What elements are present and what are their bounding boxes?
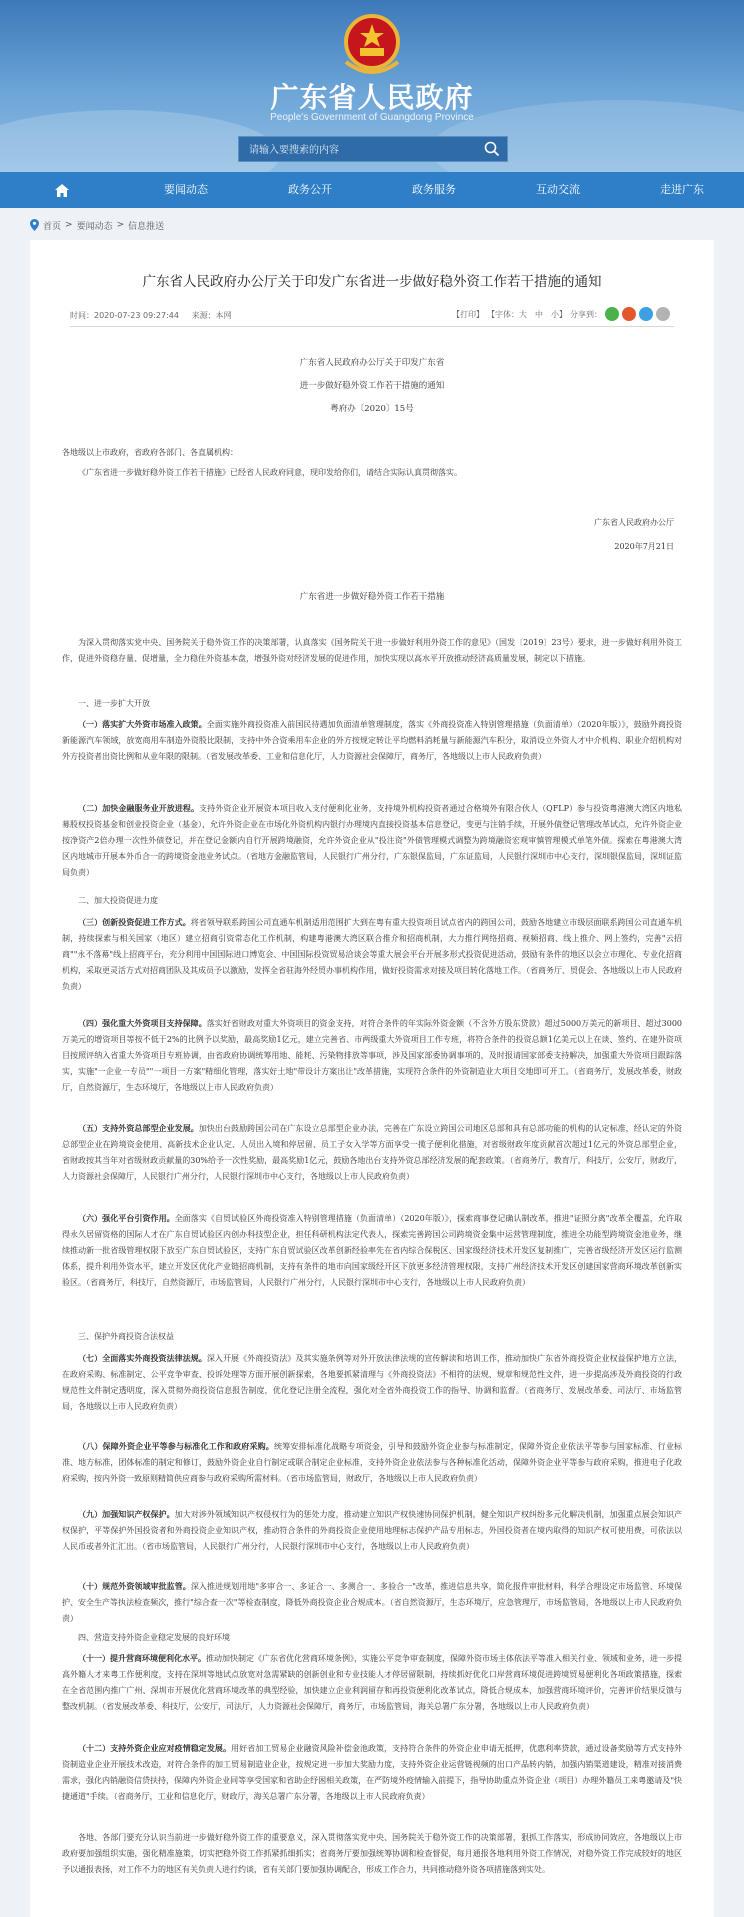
section-heading: 二、加大投资促进力度 bbox=[78, 896, 158, 905]
measure-paragraph: （十一）提升营商环境便利化水平。推动加快制定《广东省优化营商环境条例》，实施公平竞争审查制度，保障外资市场主体依法平等准入相关行业、领域和业务，进一步提高外籍人才来粤工作便利度，支持在深圳等地试点放宽对急需紧缺的创新创业和专业技能人才停居留限制，持续抓好优化口岸营商环境促进跨境贸易便利化各项政策措施，探索在全省范围内推广广州、深圳市开展优化营商环境改革的典型经验，加快建立企业利润留存和再投资便利化改革试点，降低合规成本，加强营商环境评价，完善评价结果反馈与整改机制。（省发展改革委、科技厅，公安厅，司法厅，人力资源社会保障厅，商务厅，市场监管局，海关总署广东分署，各地级以上市人民政府负责） bbox=[62, 1653, 682, 1711]
section-heading: 四、营造支持外资企业稳定发展的良好环境 bbox=[78, 1633, 230, 1642]
wechat-icon[interactable] bbox=[605, 307, 619, 321]
section-heading: 三、保护外商投资合法权益 bbox=[78, 1332, 174, 1341]
measures-title: 广东省进一步做好稳外资工作若干措施 bbox=[299, 592, 445, 602]
site-title[interactable]: 广东省人民政府 bbox=[270, 81, 474, 114]
breadcrumb-news[interactable]: 要闻动态 bbox=[76, 221, 113, 232]
measure-paragraph: （八）保障外资企业平等参与标准化工作和政府采购。统筹安排标准化战略专项资金，引导和鼓励外资企业参与标准制定，保障外资企业依法平等参与国家标准、行业标准、地方标准，团体标准的制定和修订，鼓励外资企业自行制定或联合制定企业标准，支持外资企业依法参与各种标准化活动，保障外资企业平等参与政府采购，推进电子化政府采购，按内外资一致原则精简供应商参与政府采购所需材料。（省市场监管局，财政厅，各地级以上市人民政府负责） bbox=[62, 1441, 683, 1483]
measure-paragraph: （六）强化平台引资作用。全面落实《自贸试验区外商投资准入特别管理措施（负面清单）（2020年版）》，探索商事登记确认制改革，推进"证照分离"改革全覆盖，允许取得永久居留资格的国际人才在广东自贸试验区内创办科技型企业，担任科研机构法定代表人，探索完善跨国公司跨境资金集中运营管理制度，推进全功能型跨境资金池业务，继续推动新一批省级管理权限下放至广东自贸试验区，支持广东自贸试验区改革创新经验率先在省内综合保税区、国家级经济技术开发区复制推广，完善省级经济开发区运行监测体系，提升利用外资水平，建立开发区优化产业链招商机制，支持有条件的地市向国家级经开区下放更多经济管理权限，支持广州经济技术开发区创建国家营商环境改革创新实验区。（省商务厅，科技厅，自然资源厅，市场监管局，人民银行广州分行，人民银行深圳市中心支行，各地级以上市人民政府负责） bbox=[62, 1213, 682, 1287]
share-label: 分享到： bbox=[570, 309, 602, 319]
measure-paragraph: （一）落实扩大外资市场准入政策。全面实施外商投资准入前国民待遇加负面清单管理制度，落实《外商投资准入特别管理措施（负面清单）（2020年版）》，鼓励外商投资新能源汽车领域，放宽商用车制造外资股比限制，支持中外合资乘用车企业的外方按规定转让平均燃料消耗量与新能源汽车积分，取消设立外资人才中介机构、职业介绍机构对外方投资者出资比例和从业年限的限制。（省发展改革委、工业和信息化厅，人力资源社会保障厅，商务厅，各地级以上市人民政府负责） bbox=[62, 719, 683, 761]
divider bbox=[70, 326, 674, 327]
breadcrumb-separator: > bbox=[116, 220, 125, 230]
breadcrumb-current[interactable]: 信息推送 bbox=[128, 221, 165, 232]
national-emblem-icon bbox=[336, 12, 408, 80]
doc-header-line1: 广东省人民政府办公厅关于印发广东省 bbox=[299, 358, 445, 368]
publish-time: 时间：2020-07-23 09:27:44 bbox=[70, 311, 179, 320]
breadcrumb-separator: > bbox=[65, 220, 73, 230]
breadcrumb-home[interactable]: 首页 bbox=[43, 221, 62, 232]
article-title: 广东省人民政府办公厅关于印发广东省进一步做好稳外资工作若干措施的通知 bbox=[142, 274, 602, 290]
measure-paragraph: （十）规范外资领域审批监管。深入推进规划用地"多审合一、多证合一、多测合一、多验合一"改革，推进信息共享，简化报件审批材料，科学合理设定市场监管、环境保护、安全生产等执法检查频次，推行"综合查一次"等检查制度，降低外商投资企业合规成本。（省自然资源厅，生态环境厅，应急管理厅，市场监管局，各地级以上市人民政府负责） bbox=[62, 1581, 683, 1623]
measure-paragraph: （二）加快金融服务业开放进程。支持外资企业开展资本项目收入支付便利化业务，支持境外机构投资者通过合格境外有限合伙人（QFLP）参与投资粤港澳大湾区内地私募股权投资基金和创业投资企业（基金），允许外资企业在市场化外资机构内银行办理境内直接投资基本信息登记，变更与注销手续，开展外债登记管理改革试点，允许外资企业按净资产2倍办理一次性外债登记，并在登记金额内自行开展跨境融资，允许外资企业从"投注资"外债管理模式调整为跨境融资宏观审慎管理模式单笔外债。探索在粤港澳大湾区内地城市开展本外币合一的跨境资金池业务试点。（省地方金融监管局，人民银行广州分行，广东银保监局，广东证监局，人民银行深圳市中心支行，深圳银保监局，深圳证监局负责） bbox=[62, 803, 682, 877]
measure-paragraph: （三）创新投资促进工作方式。将省领导联系跨国公司直通车机制适用范围扩大到在粤有重大投资项目试点省内的跨国公司，鼓励各地建立市级层面联系跨国公司直通车机制，持续探索与相关国家（地区）建立招商引资常态化工作机制，构建粤港澳大湾区联合推介和招商机制，大力推行网络招商、视频招商、线上推介、网上签约，完善"云招商""永不落幕"线上招商平台，充分利用中国国际进口博览会、中国国际投资贸易洽谈会等重大展会平台开展多形式投资促进活动，鼓励有条件的地区以会立市理化、专业化招商机构，采取更灵活方式对招商团队及其成员予以激励，发挥全省驻海外经贸办事机构作用，做好投资需求对接及项目转化落地工作。（省商务厅、贸促会、各地级以上市人民政府负责） bbox=[62, 917, 683, 991]
section-heading: 一、进一步扩大开放 bbox=[78, 699, 150, 708]
measure-paragraph: （七）全面落实外商投资法律法规。深入开展《外商投资法》及其实施条例等对外开放法律法规的宣传解读和培训工作，推动加快广东省外商投资企业权益保护地方立法，在政府采购、标准制定、公平竞争审查、投诉处理等方面开展创新探索，各地要抓紧清理与《外商投资法》不相符的法规、规章和规范性文件，进一步提高涉及外商投资的行政规范性文件制定透明度，深入贯彻外商投资信息报告制度，优化登记注册全流程，强化对全省外商投资工作的指导、协调和监督。（省商务厅、发展改革委、司法厅、市场监管局，各地级以上市人民政府负责） bbox=[62, 1353, 683, 1411]
addressee: 各地级以上市政府，省政府各部门、各直属机构： bbox=[62, 448, 238, 457]
measure-paragraph: （四）强化重大外资项目支持保障。落实好省财政对重大外资项目的资金支持，对符合条件的年实际外资金额（不含外方股东贷款）超过5000万美元的新项目、超过3000万美元的增资项目等按不低于2%的比例予以奖励，最高奖励1亿元，建立完善省、市两级重大外资项目工作专班，将符合条件的投资总额1亿美元以上在谈、签约、在建外资项目按照评纳入省重大外资项目专班协调，由省政府协调统筹用地、能耗、污染物排放等事项，涉及国家部委协调事项的，及时报请国家部委支持解决，加强重大外资项目跟踪落实，实施"一企业一专员""一项目一方案"精细化管理，落实好土地"带设计方案出让"改革措施，实现符合条件的外资制造业大项目交地即可开工。（省商务厅，发展改革委，财政厅，自然资源厅，生态环境厅，各地级以上市人民政府负责） bbox=[62, 1018, 683, 1092]
location-pin-icon bbox=[30, 219, 39, 231]
nav-home[interactable] bbox=[0, 172, 124, 208]
closing-paragraph: 各地、各部门要充分认识当前进一步做好稳外资工作的重要意义，深入贯彻落实党中央、国务院关于稳外资工作的决策部署，狠抓工作落实，形成协同效应，各地级以上市政府要加强组织实施，强化精准施策，切实把稳外资工作抓紧抓细抓实；省商务厅要加强统筹协调和检查督促，每月通报各地利用外资工作情况，对稳外资工作完成较好的地区予以通报表扬，对工作不力的地区有关负责人进行约谈，省有关部门要加强协调配合，形成工作合力，共同推动稳外资各项措施落到实处。 bbox=[62, 1833, 682, 1874]
search-input[interactable] bbox=[247, 140, 471, 160]
article-source: 来源：本网 bbox=[191, 311, 232, 320]
weibo-icon[interactable] bbox=[622, 307, 636, 321]
font-size-control[interactable]: 【字体：大 中 小】 bbox=[487, 309, 567, 319]
signature: 广东省人民政府办公厅 bbox=[594, 518, 674, 527]
main-nav bbox=[0, 172, 744, 208]
measure-paragraph: （五）支持外资总部型企业发展。加快出台鼓励跨国公司在广东设立总部型企业办法，完善在广东设立跨国公司地区总部和具有总部功能的机构的认定标准，经认定的外资总部型企业在跨境资金使用、高新技术企业认定、人员出入境和停居留、员工子女入学等方面享受一揽子便利化措施，对省级财政年度贡献首次超过1亿元的外资总部型企业，省财政按其当年对省级财政贡献量的30%给予一次性奖励，最高奖励1亿元，鼓励各地出台支持外资总部经济发展的配套政策。（省商务厅，教育厅，科技厅，公安厅，财政厅，人力资源社会保障厅，人民银行广州分行，人民银行深圳市中心支行，各地级以上市人民政府负责） bbox=[62, 1123, 682, 1181]
nav-public-affairs[interactable]: 政务公开 bbox=[288, 183, 332, 196]
doc-header-line2: 进一步做好稳外资工作若干措施的通知 bbox=[299, 381, 445, 391]
qzone-icon[interactable] bbox=[639, 307, 653, 321]
signature-date: 2020年7月21日 bbox=[614, 542, 674, 551]
site-banner bbox=[0, 0, 744, 172]
print-button[interactable]: 【打印】 bbox=[452, 309, 484, 319]
search-box bbox=[238, 136, 508, 162]
nav-about[interactable]: 走进广东 bbox=[660, 183, 704, 196]
more-share-icon[interactable] bbox=[656, 307, 670, 321]
home-icon[interactable] bbox=[54, 183, 70, 198]
measure-paragraph: （十二）支持外资企业应对疫情稳定发展。用好省加工贸易企业融资风险补偿金池政策，支持符合条件的外资企业申请无抵押，优惠利率贷款，通过设备奖励等方式支持外资制造业企业开展技术改造，对符合条件的加工贸易制造业企业，按规定进一步加大奖励力度，支持外资企业运营链视频的出口产品转内销，加强内销渠道建设，精准对接消费需求，强化内销融资信贷扶持，保障内外资企业同等享受国家和省助企纾困相关政策，在严防境外疫情输入前提下，指导协助重点外资企业（项目）办理外籍员工来粤邀请及"快捷通道"手续。（省商务厅，工业和信息化厅，财政厅，海关总署广东分署，各地级以上市人民政府负责） bbox=[62, 1743, 682, 1801]
nav-interaction[interactable]: 互动交流 bbox=[536, 183, 580, 196]
site-subtitle: People's Government of Guangdong Province bbox=[270, 112, 474, 123]
article-tools bbox=[452, 307, 670, 321]
preamble: 为深入贯彻落实党中央、国务院关于稳外资工作的决策部署，认真落实《国务院关于进一步做好利用外资工作的意见》（国发〔2019〕23号）要求，进一步做好利用外资工作，促进外资稳存量、促增量，全力稳住外资基本盘，增强外资对经济发展的促进作用，加快实现以高水平开放推动经济高质量发展，制定以下措施。 bbox=[62, 638, 682, 663]
nav-services[interactable]: 政务服务 bbox=[412, 183, 456, 196]
doc-number: 粤府办〔2020〕15号 bbox=[330, 404, 414, 414]
nav-news[interactable]: 要闻动态 bbox=[164, 183, 208, 196]
article-meta bbox=[70, 310, 232, 321]
breadcrumb bbox=[30, 216, 164, 234]
measure-paragraph: （九）加强知识产权保护。加大对涉外领域知识产权侵权行为的惩处力度，推动建立知识产权快速协同保护机制，健全知识产权纠纷多元化解决机制，加强重点展会知识产权保护，平等保护外国投资者和外商投资企业知识产权，推动符合条件的外商投资企业使用地理标志保护产品专用标志，外国投资者在境内取得的知识产权可使用费，可依法以人民币或者外汇汇出。（省市场监管局，人民银行广州分行，人民银行深圳市中心支行，各地级以上市人民政府负责） bbox=[62, 1509, 683, 1551]
intro-paragraph: 《广东省进一步做好稳外资工作若干措施》已经省人民政府同意，现印发给你们，请结合实际认真贯彻落实。 bbox=[78, 468, 462, 477]
search-icon[interactable] bbox=[483, 140, 501, 158]
